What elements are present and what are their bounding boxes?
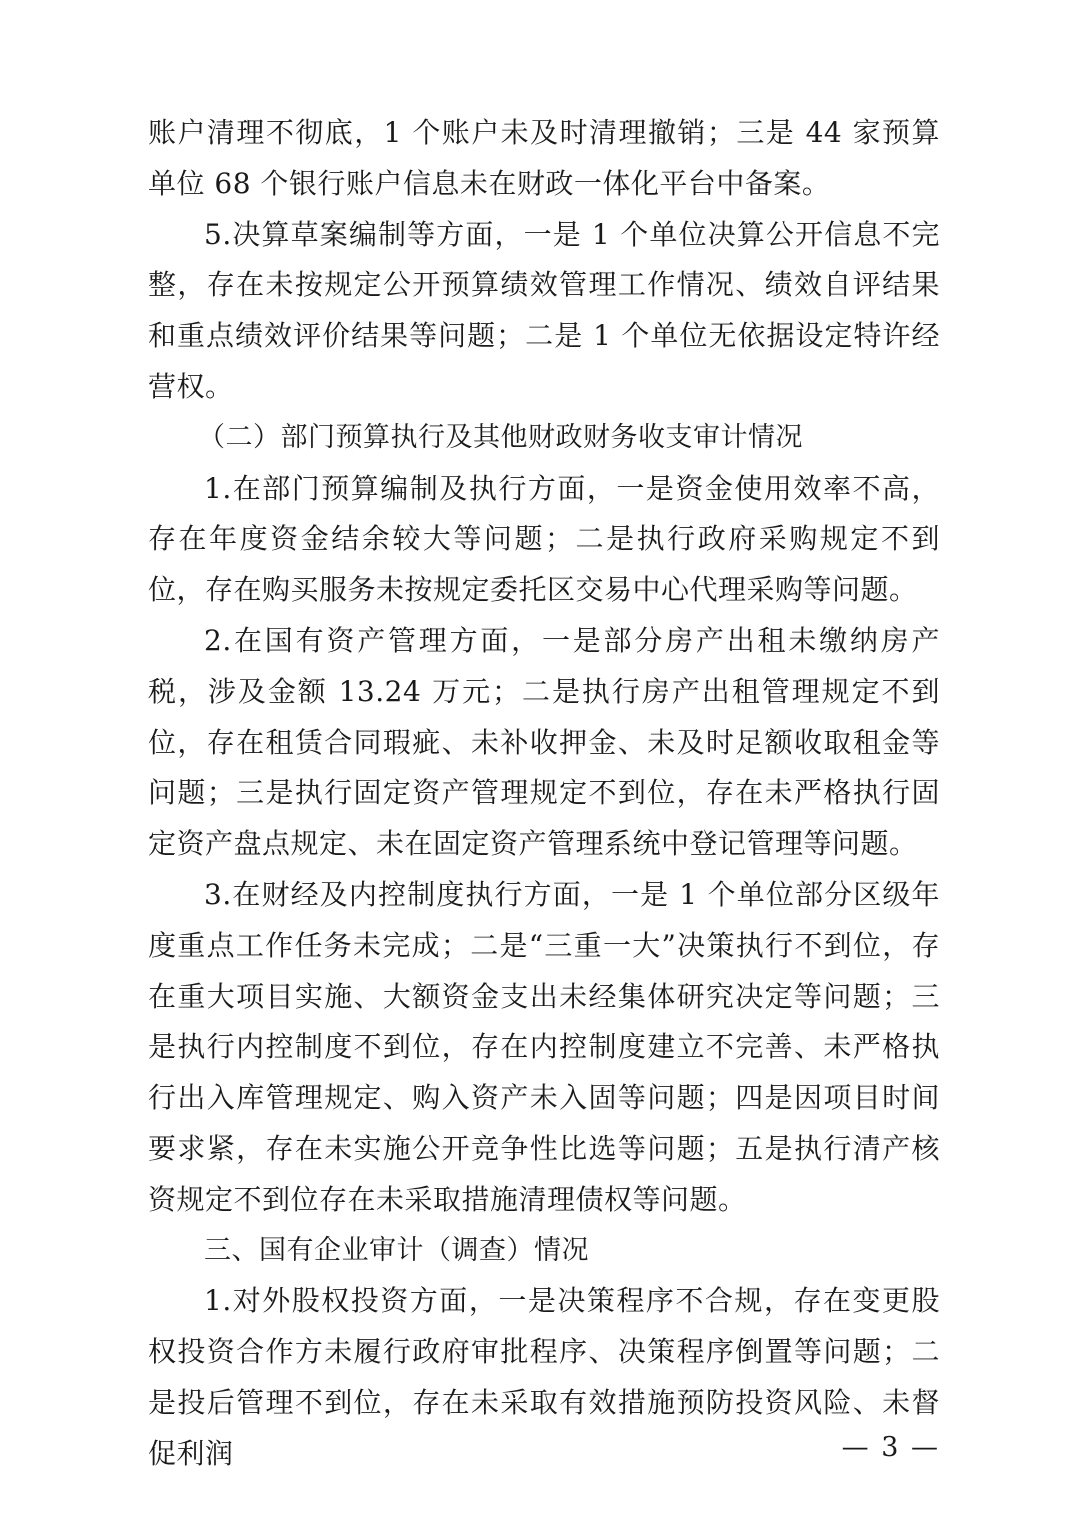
document-body <box>148 108 940 1480</box>
paragraph-internal-control: 3.在财经及内控制度执行方面，一是 1 个单位部分区级年度重点工作任务未完成；二是“三重一大”决策执行不到位，存在重大项目实施、大额资金支出未经集体研究决定等问题；三是执行内控制度不到位，存在内控制度建立不完善、未严格执行出入库管理规定、购入资产未入固等问题；四是因项目时间要求紧，存在未实施公开竞争性比选等问题；五是执行清产核资规定不到位存在未采取措施清理债权等问题。 <box>148 877 940 1216</box>
paragraph-equity-investment: 1.对外股权投资方面，一是决策程序不合规，存在变更股权投资合作方未履行政府审批程序、决策程序倒置等问题；二是投后管理不到位，存在未采取有效措施预防投资风险、未督促利润 <box>148 1284 940 1470</box>
section-subheading-department-budget: （二）部门预算执行及其他财政财务收支审计情况 <box>198 421 803 453</box>
paragraph-final-accounts: 5.决算草案编制等方面，一是 1 个单位决算公开信息不完整，存在未按规定公开预算绩效管理工作情况、绩效自评结果和重点绩效评价结果等问题；二是 1 个单位无依据设定特许经营权。 <box>148 217 940 403</box>
paragraph-accounts-continued: 账户清理不彻底，1 个账户未及时清理撤销；三是 44 家预算单位 68 个银行账户信息未在财政一体化平台中备案。 <box>148 116 940 200</box>
section-heading-state-enterprises: 三、国有企业审计（调查）情况 <box>204 1234 589 1266</box>
paragraph-state-assets: 2.在国有资产管理方面，一是部分房产出租未缴纳房产税，涉及金额 13.24 万元；二是执行房产出租管理规定不到位，存在租赁合同瑕疵、未补收押金、未及时足额收取租金等问题；三是执行固定资产管理规定不到位，存在未严格执行固定资产盘点规定、未在固定资产管理系统中登记管理等问题。 <box>148 623 940 861</box>
page-number: — 3 — <box>841 1432 940 1463</box>
paragraph-budget-execution: 1.在部门预算编制及执行方面，一是资金使用效率不高，存在年度资金结余较大等问题；二是执行政府采购规定不到位，存在购买服务未按规定委托区交易中心代理采购等问题。 <box>148 471 940 607</box>
